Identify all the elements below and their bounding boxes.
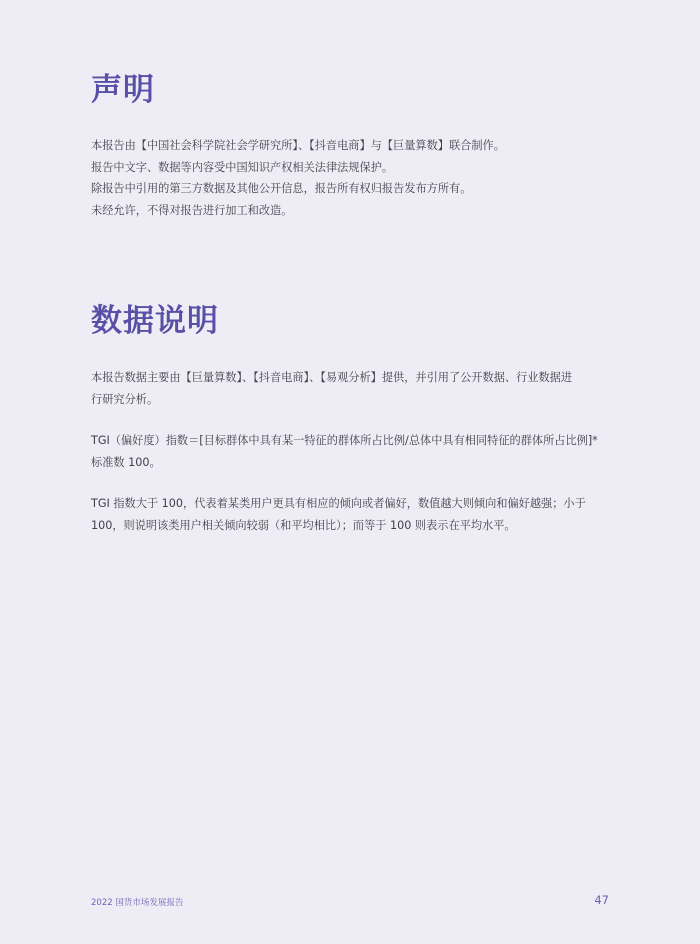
tgi-formula-line: 标准数 100。 xyxy=(91,455,161,469)
declaration-title: 声明 xyxy=(91,72,155,108)
data-source-paragraph xyxy=(91,367,621,410)
tgi-explanation-line: TGI 指数大于 100，代表着某类用户更具有相应的倾向或者偏好，数值越大则倾向和偏好越强；小于 xyxy=(91,497,586,510)
declaration-line: 本报告由【中国社会科学院社会学研究所】、【抖音电商】与【巨量算数】联合制作。 xyxy=(91,139,505,152)
declaration-section xyxy=(91,70,621,221)
data-source-line: 行研究分析。 xyxy=(91,392,159,406)
tgi-explanation-paragraph xyxy=(91,493,621,536)
tgi-explanation-line: 100，则说明该类用户相关倾向较弱（和平均相比）；而等于 100 则表示在平均水平。 xyxy=(91,518,516,532)
declaration-line: 报告中文字、数据等内容受中国知识产权相关法律法规保护。 xyxy=(91,160,394,174)
data-description-section xyxy=(91,301,621,536)
data-description-title: 数据说明 xyxy=(91,303,219,339)
data-source-line: 本报告数据主要由【巨量算数】、【抖音电商】、【易观分析】提供，并引用了公开数据、行业数据进 xyxy=(91,371,573,384)
page-number: 47 xyxy=(594,893,609,907)
tgi-formula-paragraph xyxy=(91,430,621,473)
tgi-formula-line: TGI（偏好度）指数＝[目标群体中具有某一特征的群体所占比例/总体中具有相同特征的群体所占比例]* xyxy=(91,434,598,447)
declaration-text xyxy=(91,135,621,221)
footer-report-name: 2022 国货市场发展报告 xyxy=(91,898,184,908)
declaration-line: 除报告中引用的第三方数据及其他公开信息，报告所有权归报告发布方所有。 xyxy=(91,182,472,195)
declaration-line: 未经允许，不得对报告进行加工和改造。 xyxy=(91,203,293,217)
